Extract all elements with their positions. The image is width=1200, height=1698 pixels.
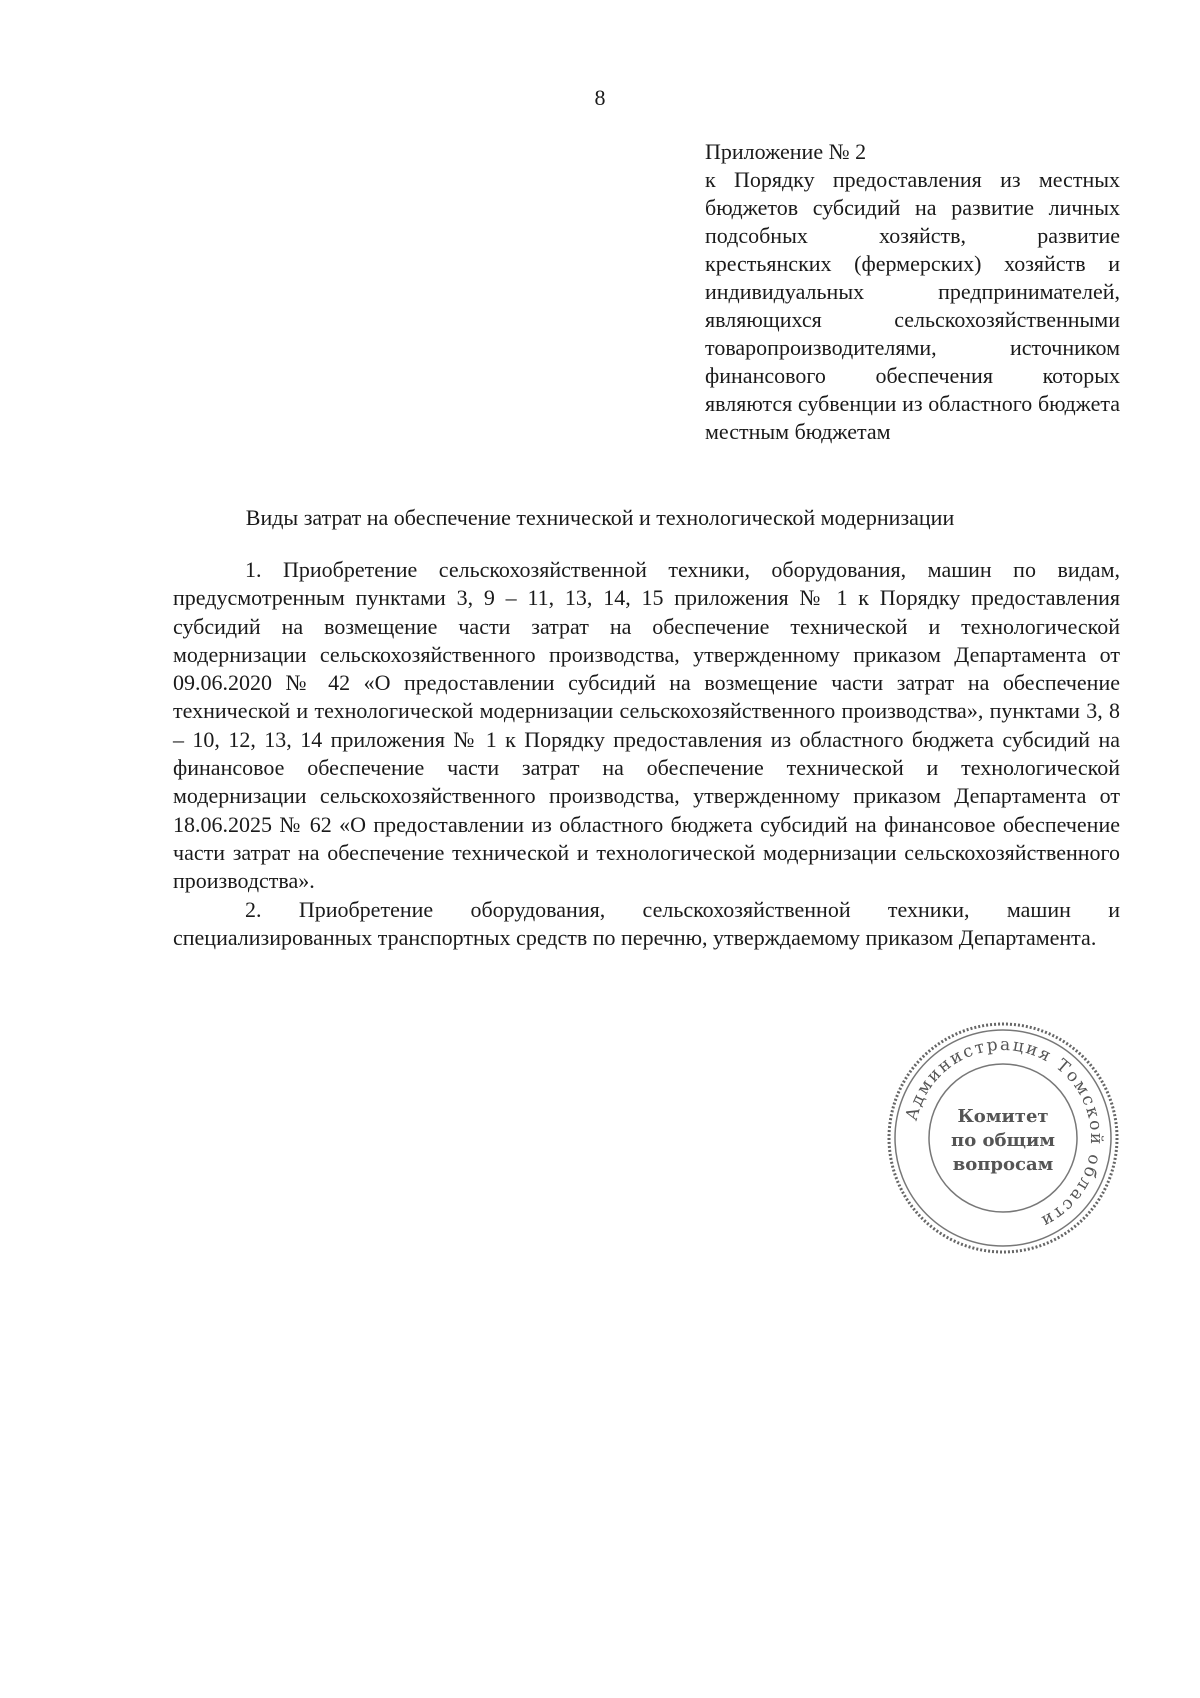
document-body bbox=[173, 556, 1120, 952]
list-item-1: 1. Приобретение сельскохозяйственной техники, оборудования, машин по видам, предусмотренным пунктами 3, 9 – 11, 13, 14, 15 приложения № 1 к Порядку предоставления субсидий на возмещение части затрат на обеспечение технической и технологической модернизации сельскохозяйственного производства, утвержденному приказом Департамента от 09.06.2020 № 42 «О предоставлении субсидий на возмещение части затрат на обеспечение технической и технологической модернизации сельскохозяйственного производства», пунктами 3, 8 – 10, 12, 13, 14 приложения № 1 к Порядку предоставления из областного бюджета субсидий на финансовое обеспечение части затрат на обеспечение технической и технологической модернизации сельскохозяйственного производства, утвержденному приказом Департамента от 18.06.2025 № 62 «О предоставлении из областного бюджета субсидий на финансовое обеспечение части затрат на обеспечение технической и технологической модернизации сельскохозяйственного производства». bbox=[173, 557, 1120, 894]
stamp-line-3: вопросам bbox=[952, 1154, 1054, 1175]
section-heading: Виды затрат на обеспечение технической и технологической модернизации bbox=[245, 505, 955, 530]
official-stamp bbox=[883, 1018, 1123, 1258]
appendix-title: Приложение № 2 bbox=[705, 139, 867, 164]
list-item-2: 2. Приобретение оборудования, сельскохозяйственной техники, машин и специализированных транспортных средств по перечню, утверждаемому приказом Департамента. bbox=[173, 896, 1120, 950]
page-number: 8 bbox=[594, 85, 606, 110]
stamp-seal-icon bbox=[883, 1018, 1123, 1258]
appendix-text: к Порядку предоставления из местных бюджетов субсидий на развитие личных подсобных хозяйств, развитие крестьянских (фермерских) хозяйств и индивидуальных предпринимателей, являющихся сельскохозяйственными товаропроизводителями, источником финансового обеспечения которых являются субвенции из областного бюджета местным бюджетам bbox=[705, 167, 1120, 444]
stamp-line-1: Комитет bbox=[957, 1106, 1049, 1127]
appendix-block bbox=[705, 138, 1120, 446]
stamp-ring-text: Администрация Томской области bbox=[901, 1034, 1107, 1232]
stamp-line-2: по общим bbox=[951, 1130, 1055, 1151]
